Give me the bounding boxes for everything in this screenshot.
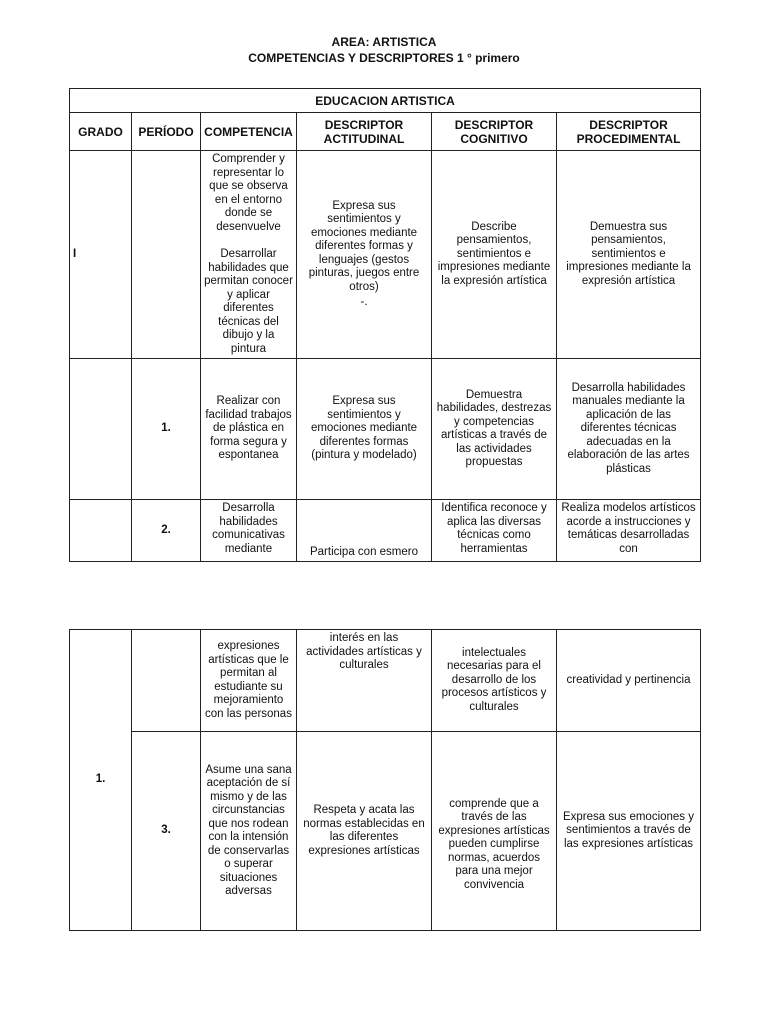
cognitivo-cell: Describe pensamientos, sentimientos e impresiones mediante la expresión artística <box>432 151 557 359</box>
grado-cell: I <box>70 151 132 359</box>
col-header-actitudinal: DESCRIPTOR ACTITUDINAL <box>297 113 432 151</box>
procedimental-cell: Demuestra sus pensamientos, sentimientos e impresiones mediante la expresión artística <box>557 151 701 359</box>
table-row <box>70 732 701 931</box>
grado-cell <box>70 359 132 500</box>
competencia-cell <box>201 151 297 359</box>
periodo-cell <box>132 630 201 732</box>
competencia-text: Desarrollar habilidades que permitan conocer y aplicar diferentes técnicas del dibujo y la pintura <box>204 248 293 355</box>
competencia-cell: Asume una sana aceptación de sí mismo y de las circunstancias que nos rodean con la intensión de conservarlas o superar situaciones adversas <box>201 732 297 931</box>
actitudinal-cell: Participa con esmero <box>297 500 432 562</box>
cognitivo-cell: intelectuales necesarias para el desarrollo de los procesos artísticos y culturales <box>432 630 557 732</box>
table-row <box>70 500 701 562</box>
cognitivo-cell: Demuestra habilidades, destrezas y competencias artísticas a través de las actividades propuestas <box>432 359 557 500</box>
actitudinal-cell: Respeta y acata las normas establecidas en las diferentes expresiones artísticas <box>297 732 432 931</box>
table-row <box>70 630 701 732</box>
procedimental-cell: Realiza modelos artísticos acorde a instrucciones y temáticas desarrolladas con <box>557 500 701 562</box>
table-title: EDUCACION ARTISTICA <box>70 89 701 113</box>
col-header-periodo: PERÍODO <box>132 113 201 151</box>
actitudinal-cell: interés en las actividades artísticas y culturales <box>297 630 432 732</box>
col-header-procedimental: DESCRIPTOR PROCEDIMENTAL <box>557 113 701 151</box>
grado-cell <box>70 500 132 562</box>
table-row <box>70 359 701 500</box>
procedimental-cell: creatividad y pertinencia <box>557 630 701 732</box>
actitudinal-cell <box>297 151 432 359</box>
document-subtitle: COMPETENCIAS Y DESCRIPTORES 1 ° primero <box>248 51 520 65</box>
grado-cell: 1. <box>70 630 132 931</box>
competencia-cell: Desarrolla habilidades comunicativas mediante <box>201 500 297 562</box>
competencia-cell: expresiones artísticas que le permitan al estudiante su mejoramiento con las personas <box>201 630 297 732</box>
col-header-competencia: COMPETENCIA <box>201 113 297 151</box>
periodo-cell: 1. <box>132 359 201 500</box>
actitudinal-note: -. <box>360 296 368 308</box>
cognitivo-cell: comprende que a través de las expresiones artísticas pueden cumplirse normas, acuerdos para una mejor convivencia <box>432 732 557 931</box>
periodo-cell: 3. <box>132 732 201 931</box>
area-title: AREA: ARTISTICA <box>331 35 437 49</box>
table-row <box>70 151 701 359</box>
competencias-table-2 <box>69 629 701 931</box>
col-header-cognitivo: DESCRIPTOR COGNITIVO <box>432 113 557 151</box>
col-header-grado: GRADO <box>70 113 132 151</box>
procedimental-cell: Expresa sus emociones y sentimientos a través de las expresiones artísticas <box>557 732 701 931</box>
cognitivo-cell: Identifica reconoce y aplica las diversas técnicas como herramientas <box>432 500 557 562</box>
actitudinal-text: Expresa sus sentimientos y emociones mediante diferentes formas y lenguajes (gestos pinturas, juegos entre otros) <box>308 199 420 293</box>
competencias-table-1 <box>69 88 701 562</box>
competencia-cell: Realizar con facilidad trabajos de plástica en forma segura y espontanea <box>201 359 297 500</box>
periodo-cell <box>132 151 201 359</box>
procedimental-cell: Desarrolla habilidades manuales mediante la aplicación de las diferentes técnicas adecuadas en la elaboración de las artes plásticas <box>557 359 701 500</box>
competencia-text: Comprender y representar lo que se observa en el entorno donde se desenvuelve <box>209 153 288 233</box>
actitudinal-cell: Expresa sus sentimientos y emociones mediante diferentes formas (pintura y modelado) <box>297 359 432 500</box>
periodo-cell: 2. <box>132 500 201 562</box>
